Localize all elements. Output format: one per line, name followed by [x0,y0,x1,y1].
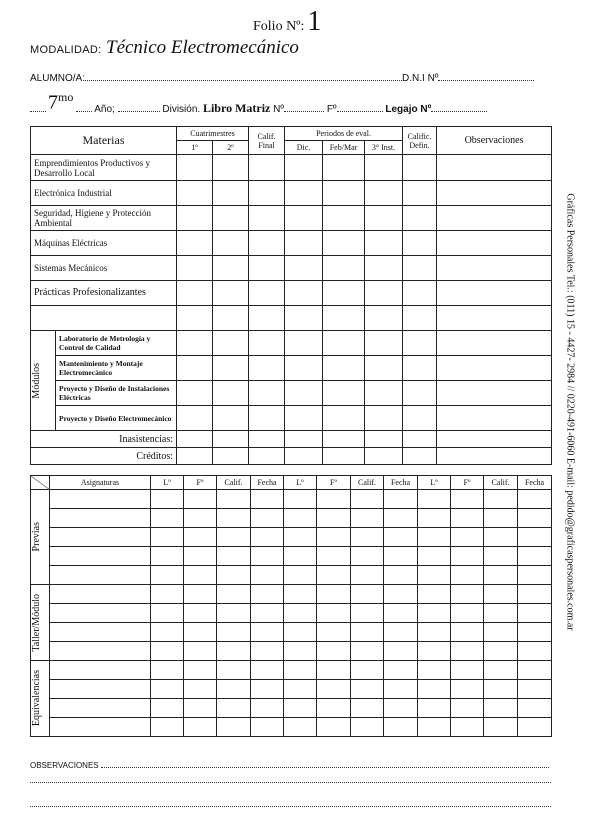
grade-cell[interactable] [451,566,484,585]
grade-cell[interactable] [284,699,317,718]
grade-cell[interactable] [284,566,317,585]
grade-cell[interactable] [284,604,317,623]
grade-cell[interactable] [418,604,451,623]
grade-cell[interactable] [418,642,451,661]
header-asignaturas: Asignaturas [50,476,151,490]
lower-header-row [31,476,552,490]
grade-cell[interactable] [184,623,217,642]
grade-cell[interactable] [217,566,251,585]
table-row [31,642,552,661]
module-name: Proyecto y Diseño Electromecánico [56,406,177,431]
previas-label: Previas [31,522,42,552]
year-dots-right [76,102,92,112]
header-fo: Fº [451,476,484,490]
grade-cell[interactable] [50,699,151,718]
grade-cell[interactable] [351,699,384,718]
grade-cell[interactable] [251,509,284,528]
grade-cell[interactable] [351,528,384,547]
grade-cell[interactable] [384,642,418,661]
creditos-row [31,448,552,465]
modulos-label-cell [31,331,56,431]
header-lo: Lº [151,476,184,490]
table-row [31,331,552,356]
grade-cell[interactable] [50,547,151,566]
observaciones-row [30,758,549,770]
taller-label: Taller/Módulo [31,593,42,652]
grade-cell[interactable] [351,718,384,737]
table-row [31,231,552,256]
grade-cell[interactable] [217,547,251,566]
subject-name: Sistemas Mecánicos [31,256,177,281]
grade-cell[interactable] [317,680,351,699]
grade-cell[interactable] [451,547,484,566]
header-materias: Materias [31,127,177,155]
creditos-label: Créditos: [31,448,177,465]
grade-cell[interactable] [284,490,317,509]
side-text-content: Gráficas Personales Tel.: (011) 15 - 4427- 2984 // 0220-491-6060 E-mail: pedido@graficaspersonales.com.ar [564,193,576,631]
header-c1: 1º [177,141,213,155]
grade-cell[interactable] [484,623,518,642]
grade-cell[interactable] [317,718,351,737]
table-row [31,490,552,509]
grade-cell[interactable] [518,642,552,661]
grade-cell[interactable] [317,604,351,623]
grade-cell[interactable] [317,585,351,604]
grade-cell[interactable] [518,699,552,718]
grade-cell[interactable] [151,509,184,528]
grade-cell[interactable] [184,547,217,566]
grade-cell[interactable] [184,490,217,509]
table-row [31,699,552,718]
folio-label [253,6,321,38]
alumno-row [30,71,534,84]
observaciones-label: OBSERVACIONES [30,761,99,770]
table-row [31,604,552,623]
grade-cell[interactable] [184,661,217,680]
module-name: Proyecto y Diseño de Instalaciones Eléctricas [56,381,177,406]
table-row [31,181,552,206]
grade-cell[interactable] [384,680,418,699]
legajo-field[interactable] [431,102,487,112]
header-calif: Calif. [351,476,384,490]
grade-cell[interactable] [284,585,317,604]
grade-cell[interactable] [418,490,451,509]
division-field[interactable] [118,102,160,112]
grade-cell[interactable] [451,699,484,718]
grade-cell[interactable] [384,699,418,718]
header-c2: 2º [213,141,249,155]
table-row [31,680,552,699]
grade-cell[interactable] [384,718,418,737]
f-label: Fº [326,104,337,115]
grade-cell[interactable] [384,585,418,604]
table-row [31,206,552,231]
grade-cell[interactable] [484,509,518,528]
grade-cell[interactable] [50,490,151,509]
header-febmar: Feb/Mar [323,141,365,155]
modalidad-label: MODALIDAD: [30,44,102,56]
table-row [31,528,552,547]
grade-cell[interactable] [251,604,284,623]
grades-table [30,126,552,465]
grade-cell[interactable] [484,528,518,547]
grade-cell[interactable] [351,623,384,642]
grade-cell[interactable] [251,642,284,661]
grade-cell[interactable] [451,604,484,623]
grade-cell[interactable] [251,528,284,547]
grade-cell[interactable] [50,661,151,680]
table-row [31,306,552,331]
libro-label: Libro Matriz [202,101,271,115]
grade-cell[interactable] [317,699,351,718]
observaciones-line[interactable] [30,782,551,783]
table-row [31,381,552,406]
diagonal-corner [31,476,50,490]
grade-cell[interactable] [217,680,251,699]
grade-cell[interactable] [217,642,251,661]
header-calif: Calif. [217,476,251,490]
grade-cell[interactable] [384,528,418,547]
grade-cell[interactable] [151,642,184,661]
subject-name: Prácticas Profesionalizantes [31,281,177,306]
grade-cell[interactable] [284,547,317,566]
grade-cell[interactable] [251,680,284,699]
observaciones-line[interactable] [30,806,551,807]
header-lo: Lº [418,476,451,490]
year-label: Año; [94,104,115,115]
grade-cell[interactable] [518,680,552,699]
grade-cell[interactable] [351,509,384,528]
grade-cell[interactable] [184,585,217,604]
grade-cell[interactable] [351,642,384,661]
grade-cell[interactable] [184,528,217,547]
table-row [31,585,552,604]
grade-cell[interactable] [217,509,251,528]
grade-cell[interactable] [518,623,552,642]
grade-cell[interactable] [418,699,451,718]
grade-cell[interactable] [451,680,484,699]
grade-cell[interactable] [317,566,351,585]
grade-cell[interactable] [317,642,351,661]
header-fecha: Fecha [251,476,284,490]
grade-cell[interactable] [484,661,518,680]
header-calif: Calif. [484,476,518,490]
grade-cell[interactable] [451,528,484,547]
grade-cell[interactable] [251,585,284,604]
grade-cell[interactable] [217,528,251,547]
header-fecha: Fecha [518,476,552,490]
grade-cell[interactable] [317,623,351,642]
grade-cell[interactable] [284,661,317,680]
grade-cell[interactable] [418,509,451,528]
grade-cell[interactable] [151,585,184,604]
dni-label: D.N.I Nº [402,73,439,84]
equivalencias-label: Equivalencias [31,670,42,727]
grade-cell[interactable] [217,718,251,737]
grade-cell[interactable] [384,490,418,509]
grade-cell[interactable] [251,490,284,509]
module-name: Laboratorio de Metrología y Control de Calidad [56,331,177,356]
header-fo: Fº [184,476,217,490]
table-row [31,661,552,680]
grade-cell[interactable] [251,699,284,718]
header-periodos: Periodos de eval. [285,127,403,141]
grade-cell[interactable] [384,623,418,642]
grade-cell[interactable] [251,661,284,680]
grade-cell[interactable] [484,566,518,585]
grade-cell[interactable] [484,490,518,509]
grade-cell[interactable] [50,642,151,661]
grade-cell[interactable] [518,566,552,585]
grade-cell[interactable] [217,585,251,604]
grade-cell[interactable] [284,528,317,547]
previas-table [30,475,552,737]
grade-cell[interactable] [251,718,284,737]
grade-cell[interactable] [184,604,217,623]
grade-cell[interactable] [151,566,184,585]
grade-cell[interactable] [50,509,151,528]
folio-label-text: Folio Nº: [253,19,305,34]
alumno-label: ALUMNO/A: [30,73,86,84]
grade-cell[interactable] [518,547,552,566]
f-field[interactable] [337,102,383,112]
grade-cell[interactable] [184,680,217,699]
grade-cell[interactable] [151,528,184,547]
grade-cell[interactable] [451,642,484,661]
grade-cell[interactable] [518,661,552,680]
grade-cell[interactable] [351,585,384,604]
grade-cell[interactable] [317,509,351,528]
grade-cell[interactable] [451,623,484,642]
header-fo: Fº [317,476,351,490]
observaciones-field[interactable] [101,758,549,768]
grade-cell[interactable] [451,661,484,680]
grade-cell[interactable] [217,490,251,509]
table-row [31,547,552,566]
division-label: División. [162,104,201,115]
grade-cell[interactable] [50,528,151,547]
grade-cell[interactable] [384,509,418,528]
grade-cell[interactable] [251,566,284,585]
grade-cell[interactable] [151,490,184,509]
grade-cell[interactable] [351,490,384,509]
table-row [31,566,552,585]
grade-cell[interactable] [217,699,251,718]
grade-cell[interactable] [284,642,317,661]
grade-cell[interactable] [451,509,484,528]
grade-cell[interactable] [151,547,184,566]
grade-cell[interactable] [351,680,384,699]
equivalencias-label-cell [31,661,50,737]
grade-cell[interactable] [351,547,384,566]
subject-name: Seguridad, Higiene y Protección Ambiental [31,206,177,231]
grade-cell[interactable] [284,718,317,737]
grade-cell[interactable] [50,680,151,699]
taller-label-cell [31,585,50,661]
inasistencias-label: Inasistencias: [31,431,177,448]
grade-cell[interactable] [317,528,351,547]
grade-cell[interactable] [251,623,284,642]
grade-cell[interactable] [284,623,317,642]
grade-cell[interactable] [418,547,451,566]
header-cuatrimestres: Cuatrimestres [177,127,249,141]
grade-cell[interactable] [518,509,552,528]
grade-cell[interactable] [184,699,217,718]
grade-cell[interactable] [418,718,451,737]
grade-cell[interactable] [151,623,184,642]
year-sup: mo [58,90,74,104]
grade-cell[interactable] [418,623,451,642]
grade-cell[interactable] [184,566,217,585]
header-calific-defin: Calific. Defin. [403,127,437,155]
grade-cell[interactable] [217,623,251,642]
table-row [31,509,552,528]
grade-cell[interactable] [418,661,451,680]
dni-field[interactable] [438,71,534,81]
grade-cell[interactable] [184,718,217,737]
grade-cell[interactable] [451,490,484,509]
grade-cell[interactable] [50,718,151,737]
grade-cell[interactable] [484,699,518,718]
grade-cell[interactable] [451,585,484,604]
grade-cell[interactable] [50,585,151,604]
module-name: Mantenimiento y Montaje Electromecánico [56,356,177,381]
grade-cell[interactable] [518,718,552,737]
grade-cell[interactable] [50,604,151,623]
grade-cell[interactable] [518,528,552,547]
grade-cell[interactable] [217,661,251,680]
table-row [31,256,552,281]
libro-no-label: Nº [273,104,285,115]
libro-field[interactable] [284,102,324,112]
grade-cell[interactable] [418,680,451,699]
header-calif-final: Calif. Final [249,127,285,155]
grade-cell[interactable] [50,623,151,642]
grade-cell[interactable] [251,547,284,566]
grade-cell[interactable] [184,509,217,528]
grade-cell[interactable] [151,680,184,699]
subject-name: Máquinas Eléctricas [31,231,177,256]
year-dots-left [30,102,46,112]
grade-cell[interactable] [317,547,351,566]
previas-label-cell [31,490,50,585]
table-row [31,718,552,737]
table-row [31,406,552,431]
grade-cell[interactable] [217,604,251,623]
header-lo: Lº [284,476,317,490]
header-fecha: Fecha [384,476,418,490]
header-observaciones: Observaciones [437,127,552,155]
alumno-field[interactable] [85,71,402,81]
grade-cell[interactable] [384,547,418,566]
grade-cell[interactable] [384,566,418,585]
grade-cell[interactable] [451,718,484,737]
grade-cell[interactable] [284,680,317,699]
grade-cell[interactable] [484,680,518,699]
grade-cell[interactable] [418,528,451,547]
grade-cell[interactable] [151,699,184,718]
grade-cell[interactable] [151,661,184,680]
table-row [31,155,552,181]
inasistencias-row [31,431,552,448]
year-number: 7 [48,91,58,114]
grade-cell[interactable] [484,642,518,661]
grade-cell[interactable] [418,566,451,585]
folio-number: 1 [307,6,322,37]
table-row [31,623,552,642]
header-dic: Dic. [285,141,323,155]
grade-cell[interactable] [384,661,418,680]
header-3inst: 3° Inst. [365,141,403,155]
table-row [31,356,552,381]
grade-cell[interactable] [317,661,351,680]
legajo-label: Legajo Nº [385,104,432,115]
grade-cell[interactable] [284,509,317,528]
libro-row [30,101,487,116]
subject-name: Electrónica Industrial [31,181,177,206]
grade-cell[interactable] [518,585,552,604]
subject-name: Emprendimientos Productivos y Desarrollo Local [31,155,177,181]
side-text [556,162,584,662]
modalidad-value: Técnico Electromecánico [106,37,299,58]
grade-cell[interactable] [518,604,552,623]
grade-cell[interactable] [50,566,151,585]
grade-cell[interactable] [351,604,384,623]
grade-cell[interactable] [351,661,384,680]
grade-cell[interactable] [317,490,351,509]
table-row [31,281,552,306]
grade-cell[interactable] [484,585,518,604]
grade-cell[interactable] [184,642,217,661]
grade-cell[interactable] [351,566,384,585]
grade-cell[interactable] [484,718,518,737]
grade-cell[interactable] [151,604,184,623]
grade-cell[interactable] [151,718,184,737]
grade-cell[interactable] [518,490,552,509]
modulos-label: Módulos [31,362,42,399]
grade-cell[interactable] [418,585,451,604]
grade-cell[interactable] [384,604,418,623]
grade-cell[interactable] [484,604,518,623]
grade-cell[interactable] [484,547,518,566]
